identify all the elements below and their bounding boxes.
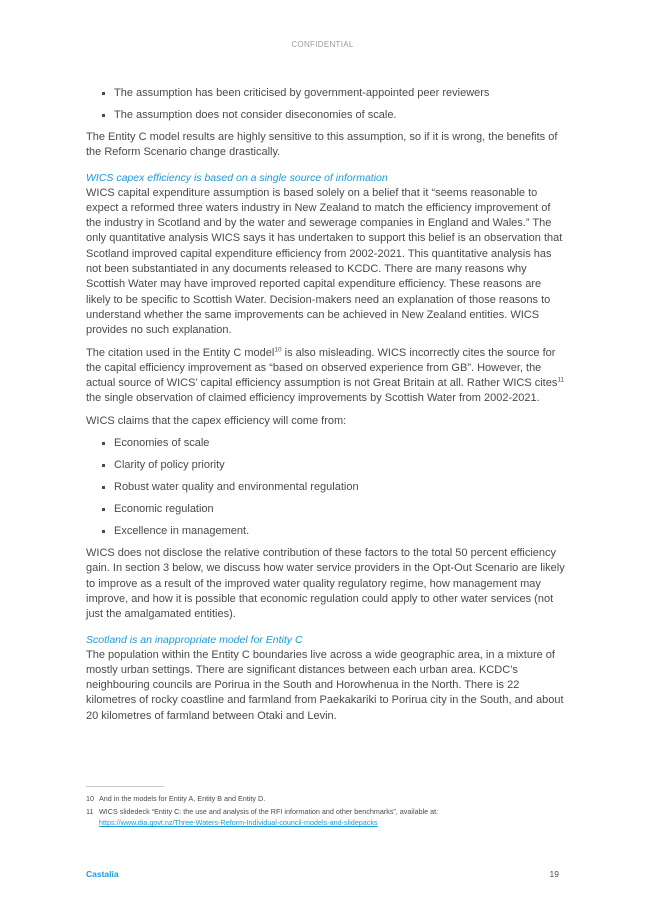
- page-number: 19: [549, 869, 559, 879]
- population-paragraph: The population within the Entity C boundaries live across a wide geographic area, in a mixture of mostly urban settings. There are significant distances between each urban area. KCDC’s neighbouring councils are Porirua in the South and Horowhenua in the North. There is 22 kilometres of rocky coastline and farmland from Paekakariki to Porirua city in the South, and about 20 kilometres of farmland between Otaki and Levin.: [86, 648, 564, 722]
- footnote-10: [86, 793, 566, 804]
- list-item: Robust water quality and environmental regulation: [86, 480, 566, 495]
- list-item: Economies of scale: [86, 436, 566, 451]
- section-heading-capex: WICS capex efficiency is based on a single source of information: [86, 171, 388, 184]
- citation-text-b: is also misleading. WICS incorrectly cites the source for the capital efficiency improvement as “based on observed experience from GB”. However, the actual source of WICS’ capital efficiency assumption is not Great Britain at all. Rather WICS cites: [86, 346, 558, 390]
- citation-text-c: the single observation of claimed efficiency improvements by Scottish Water from 2002-2021.: [86, 392, 540, 405]
- list-item: The assumption has been criticised by government-appointed peer reviewers: [86, 86, 566, 101]
- capex-source-bullet-list: [86, 436, 566, 539]
- footnote-number: 10: [86, 794, 94, 803]
- list-item: Clarity of policy priority: [86, 458, 566, 473]
- footnote-11: [86, 806, 566, 828]
- list-item: Excellence in management.: [86, 524, 566, 539]
- footnote-divider: [86, 786, 164, 787]
- citation-paragraph: [86, 346, 566, 407]
- dia-slidepack-link[interactable]: https://www.dia.govt.nz/Three-Waters-Reform-Individual-council-models-and-slidepacks: [99, 818, 378, 827]
- section-heading-scotland: Scotland is an inappropriate model for Entity C: [86, 633, 303, 646]
- list-item: Economic regulation: [86, 502, 566, 517]
- footnotes: [86, 793, 566, 830]
- footnote-text: WICS slidedeck “Entity C: the use and analysis of the RFI information and other benchmarks”, available at:: [99, 807, 439, 816]
- capex-paragraph: WICS capital expenditure assumption is based solely on a belief that it “seems reasonable to expect a reformed three waters industry in New Zealand to match the efficiency improvement of the industry in Scotland and by the water and sewerage companies in England and Wales.” The only quantitative analysis WICS says it has undertaken to support this belief is an observation that Scotland improved capital expenditure efficiency from 2002-2021. This quantitative analysis has not been substantiated in any documents released to KCDC. There are many reasons why Scottish Water may have improved reported capital expenditure efficiency. These reasons are likely to be specific to Scottish Water. Decision-makers need an explanation of those reasons to understand whether the same improvements can be achieved in New Zealand entities. WICS provides no such explanation.: [86, 186, 563, 337]
- list-item: The assumption does not consider diseconomies of scale.: [86, 108, 566, 123]
- confidential-label: CONFIDENTIAL: [291, 40, 354, 49]
- disclosure-paragraph: WICS does not disclose the relative contribution of these factors to the total 50 percent efficiency gain. In section 3 below, we discuss how water service providers in the Opt-Out Scenario are likely to improve as a result of the improved water quality regulatory regime, how management may improve, and how it is possible that economic regulation could apply to other water services (not just the amalgamated entities).: [86, 547, 565, 621]
- claims-paragraph: WICS claims that the capex efficiency will come from:: [86, 414, 347, 427]
- citation-text-a: The citation used in the Entity C model: [86, 346, 275, 359]
- footnote-number: 11: [86, 807, 94, 816]
- sensitivity-paragraph: The Entity C model results are highly sensitive to this assumption, so if it is wrong, the benefits of the Reform Scenario change drastically.: [86, 131, 558, 159]
- top-bullet-list: [86, 86, 566, 123]
- main-content: [86, 86, 566, 731]
- footnote-ref-10[interactable]: 10: [274, 345, 282, 353]
- footnote-ref-11[interactable]: 11: [557, 376, 565, 384]
- footnote-text: And in the models for Entity A, Entity B and Entity D.: [99, 794, 266, 803]
- castalia-brand: Castalia: [86, 869, 119, 879]
